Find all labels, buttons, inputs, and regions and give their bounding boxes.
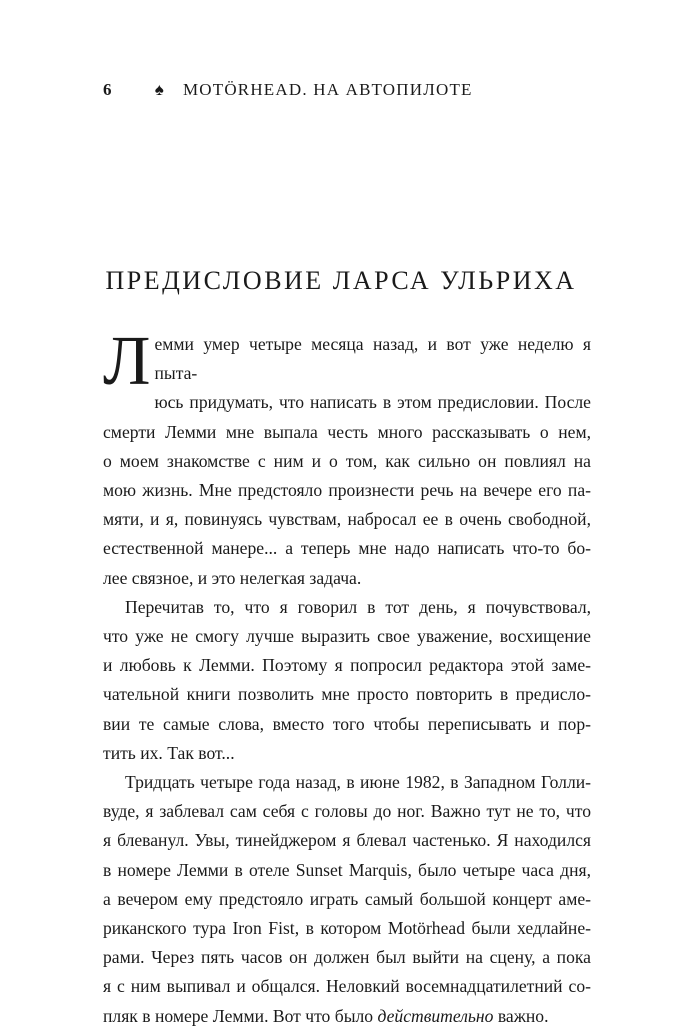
text-line: емми умер четыре месяца назад, и вот уже неделю я пыта-	[154, 334, 591, 384]
text-line: риканского тура Iron Fist, в котором Motörhead были хедлайне-	[103, 918, 591, 939]
chapter-title: ПРЕДИСЛОВИЕ ЛАРСА УЛЬРИХА	[105, 266, 577, 295]
page-number: 6	[103, 80, 113, 99]
text-line: чательной книги позволить мне просто повторить в предисло-	[103, 684, 591, 705]
text-line: вуде, я заблевал сам себя с головы до ног. Важно тут не то, что	[103, 801, 591, 822]
body-text	[103, 323, 591, 1031]
paragraph-2	[103, 593, 591, 768]
text-line: смерти Лемми мне выпала честь много рассказывать о нем,	[103, 421, 591, 442]
text-fragment: пляк в номере Лемми. Вот что было	[103, 1005, 378, 1026]
paragraph-3	[103, 768, 591, 1031]
text-line: лее связное, и это нелегкая задача.	[103, 567, 362, 588]
paragraph-1	[103, 323, 591, 593]
text-fragment: важно.	[493, 1005, 549, 1026]
text-line: мяти, и я, повинуясь чувствам, набросал ее в очень свободной,	[103, 509, 591, 530]
text-line: в номере Лемми в отеле Sunset Marquis, было четыре часа дня,	[103, 859, 591, 880]
text-line: я блеванул. Увы, тинейджером я блевал частенько. Я находился	[103, 830, 591, 851]
text-line: юсь придумать, что написать в этом предисловии. После	[154, 392, 591, 413]
drop-cap: Л	[103, 323, 151, 400]
text-line: и любовь к Лемми. Поэтому я попросил редактора этой заме-	[103, 655, 591, 676]
text-line	[103, 1002, 591, 1031]
text-line: а вечером ему предстояло играть самый большой концерт аме-	[103, 888, 591, 909]
spade-icon: ♠	[154, 80, 165, 99]
text-line: о моем знакомстве с ним и о том, как сильно он повлиял на	[103, 450, 591, 471]
running-head	[103, 80, 473, 100]
text-line: рами. Через пять часов он должен был выйти на сцену, а пока	[103, 947, 591, 968]
text-line: Тридцать четыре года назад, в июне 1982, в Западном Голли-	[125, 772, 591, 793]
text-line: я с ним выпивал и общался. Неловкий восемнадцатилетний со-	[103, 976, 591, 997]
text-line: Перечитав то, что я говорил в тот день, я почувствовал,	[125, 596, 591, 617]
text-line: мою жизнь. Мне предстояло произнести речь на вечере его па-	[103, 480, 591, 501]
book-title: MOTÖRHEAD. НА АВТОПИЛОТЕ	[182, 80, 473, 99]
text-line: естественной манере... а теперь мне надо написать что-то бо-	[103, 538, 591, 559]
text-line: что уже не смогу лучше выразить свое уважение, восхищение	[103, 626, 591, 647]
italic-emphasis: действительно	[377, 1005, 494, 1026]
text-line: тить их. Так вот...	[103, 742, 235, 763]
text-line: вии те самые слова, вместо того чтобы переписывать и пор-	[103, 713, 591, 734]
